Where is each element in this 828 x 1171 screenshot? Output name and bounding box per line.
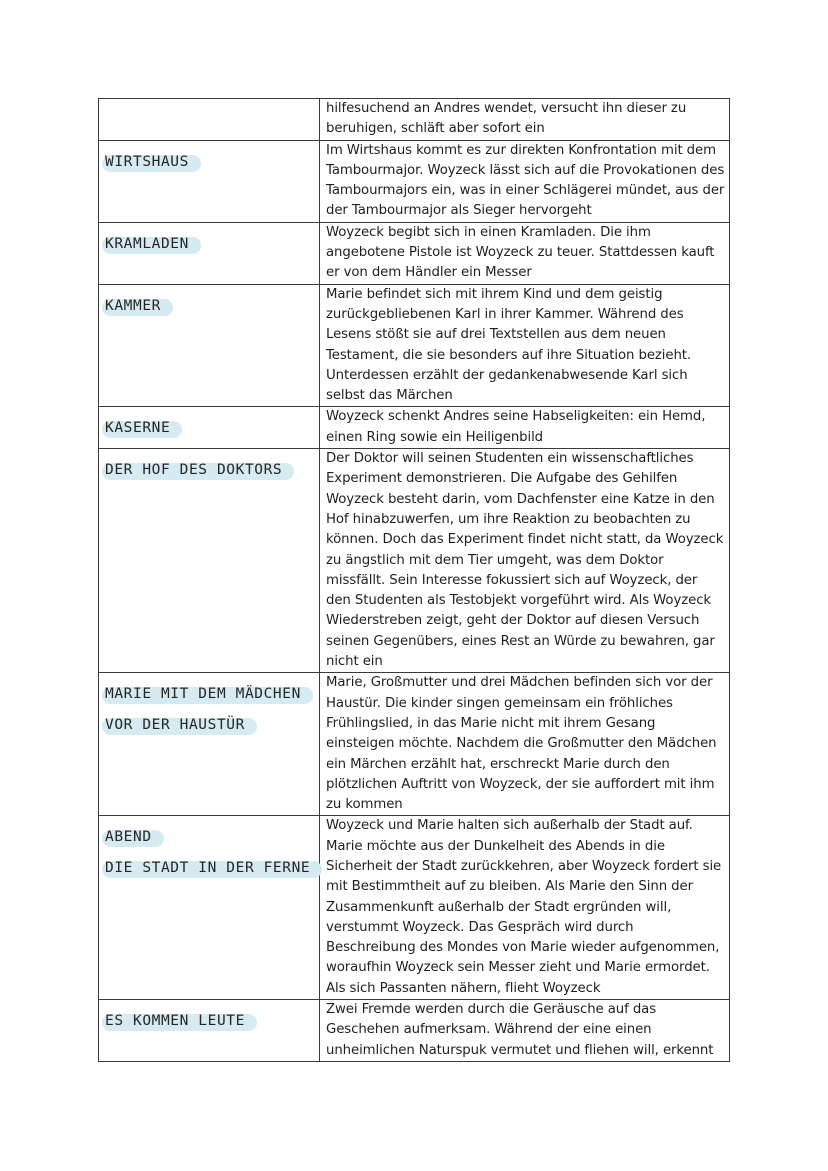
summary-cell: Marie, Großmutter und drei Mädchen befinden sich vor der Haustür. Die kinder singen gemeinsam ein fröhliches Frühlingslied, in das Marie nicht mit ihrem Gesang einsteigen möchte. Nachdem die Großmutter den Mädchen ein Märchen erzählt hat, erschreckt Marie durch den plötzlichen Auftritt von Woyzeck, der sie auffordert mit ihm zu kommen (320, 673, 730, 816)
summary-cell: Im Wirtshaus kommt es zur direkten Konfrontation mit dem Tambourmajor. Woyzeck lässt sich auf die Provokationen des Tambourmajors ein, was in einer Schlägerei mündet, aus der der Tambourmajor als Sieger hervorgeht (320, 140, 730, 222)
scene-cell (99, 449, 320, 673)
table-row (99, 673, 730, 816)
table-row (99, 1000, 730, 1062)
summary-cell: Der Doktor will seinen Studenten ein wissenschaftliches Experiment demonstrieren. Die Aufgabe des Gehilfen Woyzeck besteht darin, vom Dachfenster eine Katze in den Hof hinabzuwerfen, um ihre Reaktion zu beobachten zu können. Doch das Experiment findet nicht statt, da Woyzeck zu ängstlich mit dem Tier umgeht, was dem Doktor missfällt. Sein Interesse fokussiert sich auf Woyzeck, der den Studenten als Testobjekt vorgeführt wird. Als Woyzeck Wiederstreben zeigt, geht der Doktor auf diesen Versuch seinen Gegenübers, eines Rest an Würde zu bewahren, gar nicht ein (320, 449, 730, 673)
table-row (99, 222, 730, 284)
summary-cell: Woyzeck schenkt Andres seine Habseligkeiten: ein Hemd, einen Ring sowie ein Heiligenbild (320, 407, 730, 449)
scene-cell (99, 99, 320, 141)
scene-label: ABEND (105, 824, 152, 851)
scene-label: WIRTSHAUS (105, 149, 189, 176)
scene-label: DIE STADT IN DER FERNE (105, 855, 310, 882)
table-row (99, 99, 730, 141)
summary-cell: Woyzeck begibt sich in einen Kramladen. Die ihm angebotene Pistole ist Woyzeck zu teuer. Stattdessen kauft er von dem Händler ein Messer (320, 222, 730, 284)
scene-cell (99, 673, 320, 816)
scene-label: KAMMER (105, 293, 161, 320)
scene-label: MARIE MIT DEM MÄDCHEN (105, 681, 301, 708)
summary-cell: Marie befindet sich mit ihrem Kind und dem geistig zurückgebliebenen Karl in ihrer Kammer. Während des Lesens stößt sie auf drei Textstellen aus dem neuen Testament, die sie besonders auf ihre Situation bezieht. Unterdessen erzählt der gedankenabwesende Karl sich selbst das Märchen (320, 284, 730, 407)
scene-cell (99, 1000, 320, 1062)
table-row (99, 449, 730, 673)
summary-cell: Zwei Fremde werden durch die Geräusche auf das Geschehen aufmerksam. Während der eine einen unheimlichen Naturspuk vermutet und fliehen will, erkennt (320, 1000, 730, 1062)
summary-cell: hilfesuchend an Andres wendet, versucht ihn dieser zu beruhigen, schläft aber sofort ein (320, 99, 730, 141)
scene-label: VOR DER HAUSTÜR (105, 712, 245, 739)
scene-cell (99, 222, 320, 284)
scene-label: ES KOMMEN LEUTE (105, 1008, 245, 1035)
scene-summary-table (98, 98, 730, 1062)
scene-label: DER HOF DES DOKTORS (105, 457, 282, 484)
scene-cell (99, 816, 320, 1000)
scene-cell (99, 140, 320, 222)
table-row (99, 816, 730, 1000)
summary-cell: Woyzeck und Marie halten sich außerhalb der Stadt auf. Marie möchte aus der Dunkelheit des Abends in die Sicherheit der Stadt zurückkehren, aber Woyzeck fordert sie mit Bestimmtheit auf zu bleiben. Als Marie den Sinn der Zusammenkunft außerhalb der Stadt ergründen will, verstummt Woyzeck. Das Gespräch wird durch Beschreibung des Mondes von Marie wieder aufgenommen, woraufhin Woyzeck sein Messer zieht und Marie ermordet. Als sich Passanten nähern, flieht Woyzeck (320, 816, 730, 1000)
scene-label: KRAMLADEN (105, 231, 189, 258)
table-row (99, 140, 730, 222)
scene-label: KASERNE (105, 415, 170, 442)
scene-cell (99, 407, 320, 449)
table-row (99, 407, 730, 449)
table-row (99, 284, 730, 407)
scene-cell (99, 284, 320, 407)
